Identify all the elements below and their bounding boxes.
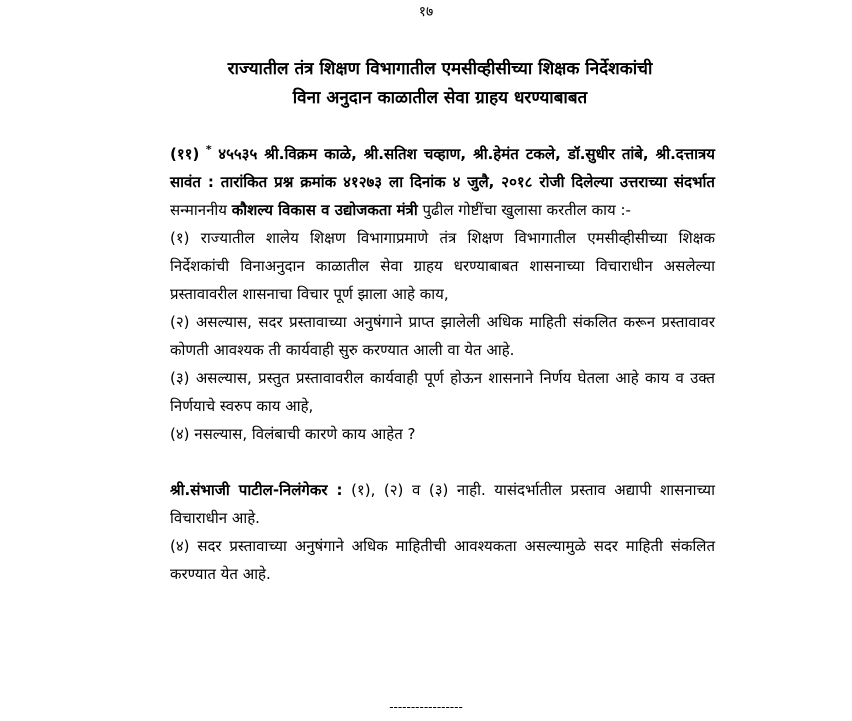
document-title bbox=[160, 55, 720, 113]
end-divider: ----------------- bbox=[389, 700, 463, 714]
question-item-2: (२) असल्यास, सदर प्रस्तावाच्या अनुषंगाने प्राप्त झालेली अधिक माहिती संकलित करून प्रस्तावावर कोणती आवश्यक ती कार्यवाही सुरु करण्यात आली वा येत आहे. bbox=[170, 313, 715, 359]
answer-speaker: श्री.संभाजी पाटील-निलंगेकर : bbox=[170, 481, 343, 499]
answer-part-2: (४) सदर प्रस्तावाच्या अनुषंगाने अधिक माहितीची आवश्यकता असल्यामुळे सदर माहिती संकलित करण्यात येत आहे. bbox=[170, 537, 715, 583]
minister-name: कौशल्य विकास व उद्योजकता मंत्री bbox=[231, 201, 418, 219]
answer-text-1: (१), (२) व (३) नाही. यासंदर्भातील प्रस्ताव अद्यापी शासनाच्या विचाराधीन आहे. bbox=[170, 481, 715, 527]
question-item-1: (१) राज्यातील शालेय शिक्षण विभागाप्रमाणे तंत्र शिक्षण विभागातील एमसीव्हीसीच्या शिक्षक निर्देशकांची विनाअनुदान काळातील सेवा ग्राहय धरण्याबाबत शासनाच्या विचाराधीन असलेल्या प्रस्तावावरील शासनाचा विचार पूर्ण झाला आहे काय, bbox=[170, 229, 715, 303]
question-item-4: (४) नसल्यास, विलंबाची कारणे काय आहेत ? bbox=[170, 425, 416, 443]
starred-marker: * bbox=[205, 143, 212, 156]
document-body bbox=[170, 136, 715, 588]
question-intro bbox=[170, 136, 715, 224]
answer-part-1 bbox=[170, 476, 715, 532]
title-line-1: राज्यातील तंत्र शिक्षण विभागातील एमसीव्हीसीच्या शिक्षक निर्देशकांची bbox=[227, 59, 653, 79]
title-line-2: विना अनुदान काळातील सेवा ग्राहय धरण्याबाबत bbox=[292, 88, 588, 108]
spacer bbox=[170, 448, 715, 476]
question-item-3: (३) असल्यास, प्रस्तुत प्रस्तावावरील कार्यवाही पूर्ण होऊन शासनाने निर्णय घेतला आहे काय व उक्त निर्णयाचे स्वरुप काय आहे, bbox=[170, 369, 715, 415]
question-text-1: सन्माननीय bbox=[170, 201, 232, 219]
question-askers: ४५५३५ श्री.विक्रम काळे, श्री.सतिश चव्हाण, श्री.हेमंत टकले, डॉ.सुधीर तांबे, श्री.दत्तात्रय सावंत : तारांकित प्रश्न क्रमांक ४१२७३ ला दिनांक ४ जुलै, २०१८ रोजी दिलेल्या उत्तराच्या संदर्भात bbox=[170, 145, 715, 191]
question-number: (११) bbox=[170, 145, 200, 163]
question-text-2: पुढील गोष्टींचा खुलासा करतील काय :- bbox=[417, 201, 631, 219]
page-number: १७ bbox=[418, 4, 434, 20]
